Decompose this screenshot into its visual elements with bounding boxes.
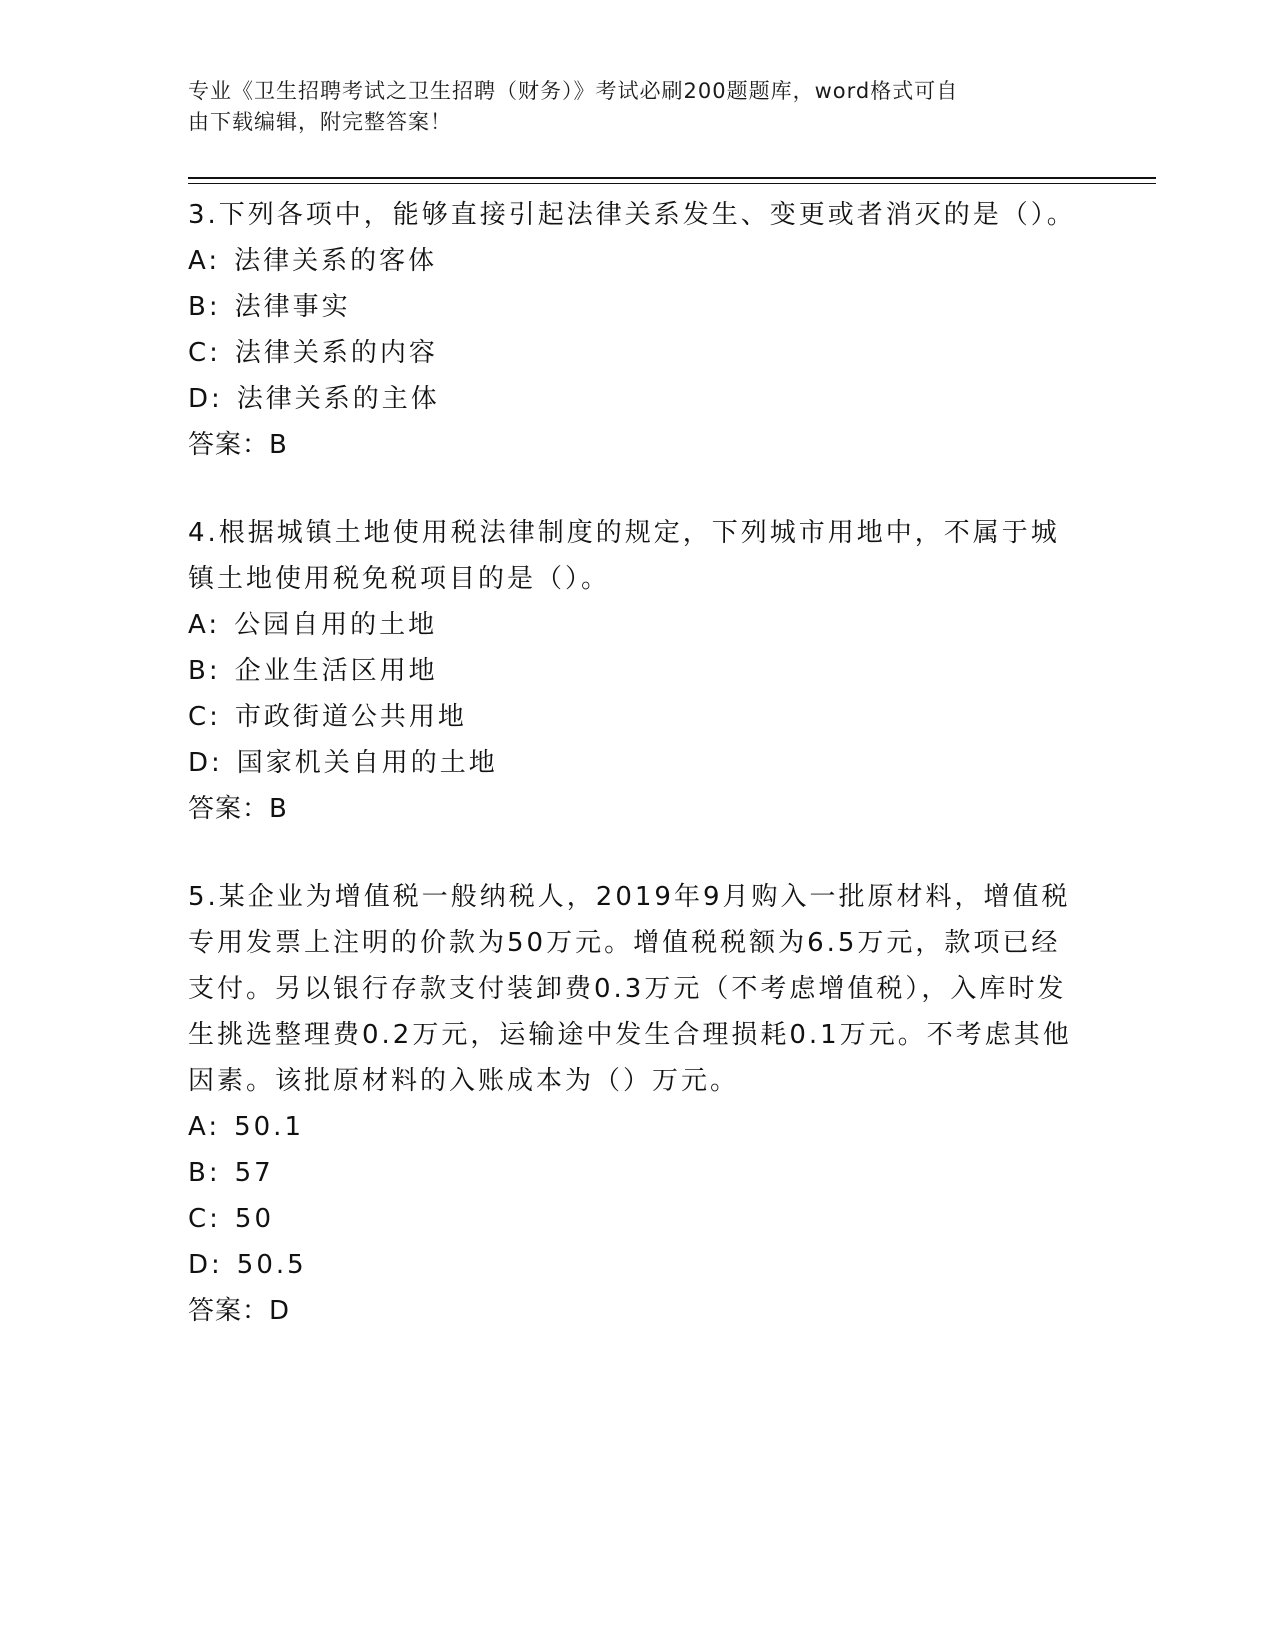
option-text: 市政街道公共用地 — [234, 702, 467, 732]
option-letter: C: — [188, 1204, 221, 1234]
question-4 — [188, 510, 1088, 832]
option-a — [188, 602, 1088, 648]
option-d — [188, 1242, 1088, 1288]
option-text: 国家机关自用的土地 — [236, 748, 498, 778]
option-c — [188, 1196, 1088, 1242]
option-text: 法律关系的客体 — [234, 246, 438, 276]
document-header — [188, 76, 1078, 138]
answer-line: 答案：B — [188, 430, 288, 460]
question-list — [188, 192, 1088, 1376]
option-text: 企业生活区用地 — [234, 656, 438, 686]
option-letter: D: — [188, 384, 223, 414]
option-letter: C: — [188, 338, 221, 368]
option-a — [188, 238, 1088, 284]
option-b — [188, 284, 1088, 330]
question-text: 4.根据城镇土地使用税法律制度的规定，下列城市用地中，不属于城镇土地使用税免税项目的是（）。 — [188, 518, 1060, 594]
option-letter: A: — [188, 610, 221, 640]
option-text: 法律关系的主体 — [236, 384, 440, 414]
question-text: 5.某企业为增值税一般纳税人，2019年9月购入一批原材料，增值税专用发票上注明的价款为50万元。增值税税额为6.5万元，款项已经支付。另以银行存款支付装卸费0.3万元（不考虑增值税），入库时发生挑选整理费0.2万元，运输途中发生合理损耗0.1万元。不考虑其他因素。该批原材料的入账成本为（）万元。 — [188, 882, 1072, 1096]
header-rule-thick — [188, 177, 1156, 179]
option-letter: B: — [188, 1158, 221, 1188]
option-text: 50.5 — [236, 1250, 307, 1280]
option-b — [188, 648, 1088, 694]
option-list — [188, 602, 1088, 786]
question-3 — [188, 192, 1088, 468]
option-d — [188, 740, 1088, 786]
option-text: 50 — [234, 1204, 275, 1234]
option-text: 57 — [234, 1158, 274, 1188]
option-a — [188, 1104, 1088, 1150]
option-d — [188, 376, 1088, 422]
option-letter: B: — [188, 292, 221, 322]
header-line-2: 由下载编辑，附完整答案！ — [188, 110, 452, 134]
option-text: 公园自用的土地 — [234, 610, 438, 640]
option-letter: C: — [188, 702, 221, 732]
option-list — [188, 238, 1088, 422]
option-text: 法律关系的内容 — [234, 338, 438, 368]
option-b — [188, 1150, 1088, 1196]
question-text: 3.下列各项中，能够直接引起法律关系发生、变更或者消灭的是（）。 — [188, 200, 1076, 230]
answer-line: 答案：D — [188, 1296, 291, 1326]
header-line-1: 专业《卫生招聘考试之卫生招聘（财务）》考试必刷200题题库，word格式可自 — [188, 79, 959, 103]
header-rule-thin — [188, 183, 1156, 184]
option-letter: B: — [188, 656, 221, 686]
option-text: 50.1 — [234, 1112, 304, 1142]
option-letter: D: — [188, 1250, 223, 1280]
option-letter: A: — [188, 1112, 221, 1142]
option-c — [188, 330, 1088, 376]
answer-line: 答案：B — [188, 794, 288, 824]
option-letter: A: — [188, 246, 221, 276]
option-letter: D: — [188, 748, 223, 778]
option-c — [188, 694, 1088, 740]
question-5 — [188, 874, 1088, 1334]
option-list — [188, 1104, 1088, 1288]
option-text: 法律事实 — [234, 292, 351, 322]
